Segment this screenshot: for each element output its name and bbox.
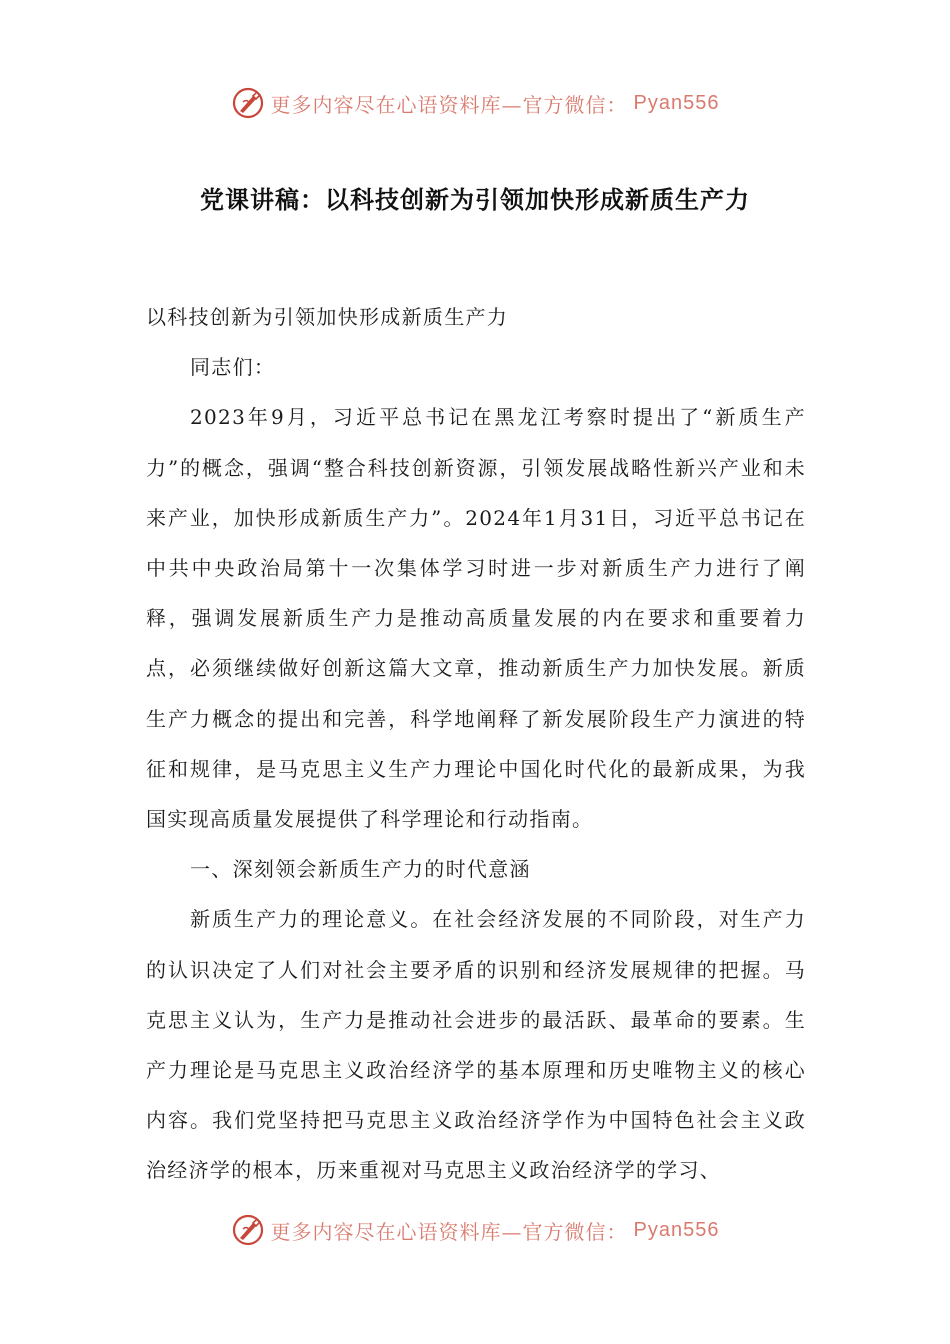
section-heading: 一、深刻领会新质生产力的时代意涵 (190, 857, 531, 882)
watermark-text: 更多内容尽在心语资料库—官方微信： (270, 1219, 628, 1244)
header-watermark (0, 86, 950, 120)
watermark-wechat-id: Pyan556 (633, 1218, 720, 1241)
watermark-text: 更多内容尽在心语资料库—官方微信： (270, 92, 628, 117)
subtitle-paragraph: 以科技创新为引领加快形成新质生产力 (146, 305, 509, 329)
pen-logo-icon (231, 1213, 265, 1247)
document-body (146, 292, 806, 1196)
pen-logo-icon (231, 86, 265, 120)
body-paragraph: 新质生产力的理论意义。在社会经济发展的不同阶段，对生产力的认识决定了人们对社会主要矛盾的识别和经济发展规律的把握。马克思主义认为，生产力是推动社会进步的最活跃、最革命的要素。生产力理论是马克思主义政治经济学的基本原理和历史唯物主义的核心内容。我们党坚持把马克思主义政治经济学作为中国特色社会主义政治经济学的根本，历来重视对马克思主义政治经济学的学习、 (146, 907, 806, 1183)
footer-watermark (0, 1213, 950, 1247)
intro-paragraph: 2023年9月，习近平总书记在黑龙江考察时提出了“新质生产力”的概念，强调“整合科技创新资源，引领发展战略性新兴产业和未来产业，加快形成新质生产力”。2024年1月31日，习近平总书记在中共中央政治局第十一次集体学习时进一步对新质生产力进行了阐释，强调发展新质生产力是推动高质量发展的内在要求和重要着力点，必须继续做好创新这篇大文章，推动新质生产力加快发展。新质生产力概念的提出和完善，科学地阐释了新发展阶段生产力演进的特征和规律，是马克思主义生产力理论中国化时代化的最新成果，为我国实现高质量发展提供了科学理论和行动指南。 (146, 405, 806, 832)
document-title: 党课讲稿：以科技创新为引领加快形成新质生产力 (200, 185, 750, 214)
watermark-wechat-id: Pyan556 (633, 91, 720, 114)
salutation-paragraph: 同志们： (190, 355, 276, 380)
